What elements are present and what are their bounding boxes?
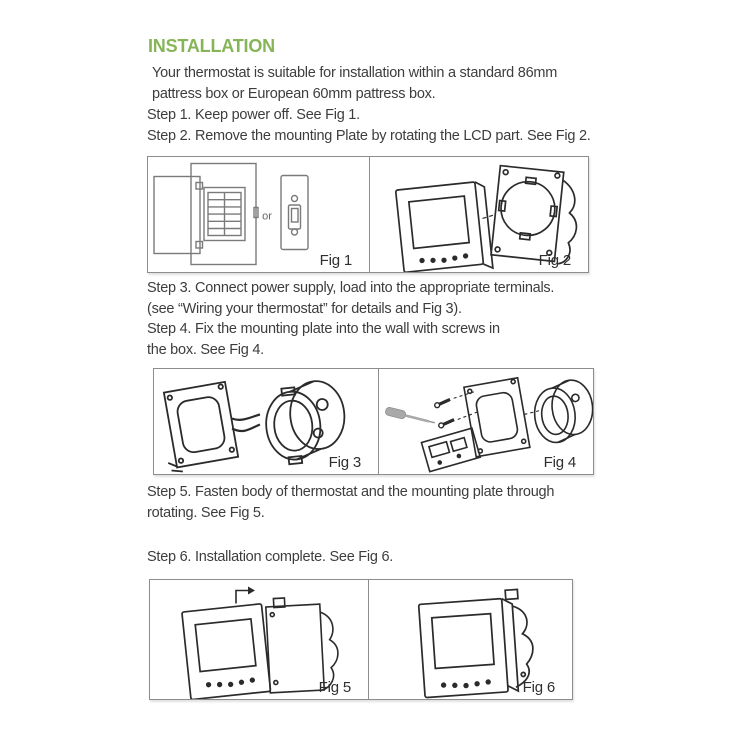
intro-line-2: pattress box or European 60mm pattress box.: [152, 85, 436, 102]
step-6-text: Step 6. Installation complete. See Fig 6.: [147, 549, 394, 565]
thermostat-power-module-drawing: [421, 428, 480, 472]
fig2-panel: [370, 157, 588, 272]
wires-drawing: [232, 415, 260, 432]
thermostat-front-drawing: [182, 604, 271, 699]
step-5-text-line-1: Step 5. Fasten body of thermostat and the mounting plate through: [147, 484, 555, 500]
step-3-text-line-1: Step 3. Connect power supply, load into the appropriate terminals.: [147, 280, 555, 296]
steps-1-2: [147, 105, 591, 146]
step-5-text-line-2: rotating. See Fig 5.: [147, 504, 265, 521]
step-6: [147, 547, 393, 568]
light-switch-drawing: [281, 176, 308, 250]
fig2-label: Fig 2: [538, 252, 571, 269]
rotation-arrow-icon: [236, 587, 255, 604]
steps-3-4: [147, 278, 554, 360]
figure-row-2: [153, 368, 594, 475]
fig4-label: Fig 4: [543, 454, 576, 471]
fig6-label: Fig 6: [522, 679, 555, 696]
intro-paragraph: [152, 63, 557, 104]
fuse-box-drawing: [154, 164, 258, 265]
fig5-label: Fig 5: [318, 679, 351, 696]
step-1-text: Step 1. Keep power off. See Fig 1.: [147, 107, 360, 123]
figure-row-3: [149, 579, 573, 700]
assembly-guide-line: [524, 410, 540, 414]
fig3-label: Fig 3: [328, 454, 361, 471]
mounting-plate-drawing: [491, 166, 582, 266]
mounting-plate-drawing: [156, 382, 239, 474]
step-5: [147, 482, 554, 523]
fig4-panel: [379, 369, 593, 474]
step-4-text-line-1: Step 4. Fix the mounting plate into the wall with screws in: [147, 321, 500, 337]
step-4-text-line-2: the box. See Fig 4.: [147, 341, 264, 358]
fig3-panel: [154, 369, 379, 474]
figure-row-1: [147, 156, 589, 273]
fig1-panel: [148, 157, 370, 272]
fig1-label: Fig 1: [319, 252, 352, 269]
mounting-plate-drawing: [464, 378, 530, 457]
pattress-box-drawing: [531, 378, 593, 444]
assembly-guide-line: [482, 215, 495, 219]
step-2-text: Step 2. Remove the mounting Plate by rotating the LCD part. See Fig 2.: [147, 127, 591, 144]
step-3-text-line-2: (see “Wiring your thermostat” for details and Fig 3).: [147, 300, 462, 317]
fig6-panel: [369, 580, 572, 699]
fig5-panel: [150, 580, 369, 699]
screws-drawing: [434, 397, 455, 428]
assembled-thermostat-drawing: [418, 589, 536, 698]
screwdriver-drawing: [385, 407, 436, 427]
thermostat-front-drawing: [396, 181, 493, 272]
or-text: or: [262, 210, 272, 223]
page-title: INSTALLATION: [148, 36, 275, 56]
intro-line-1: Your thermostat is suitable for installation within a standard 86mm: [152, 65, 558, 81]
